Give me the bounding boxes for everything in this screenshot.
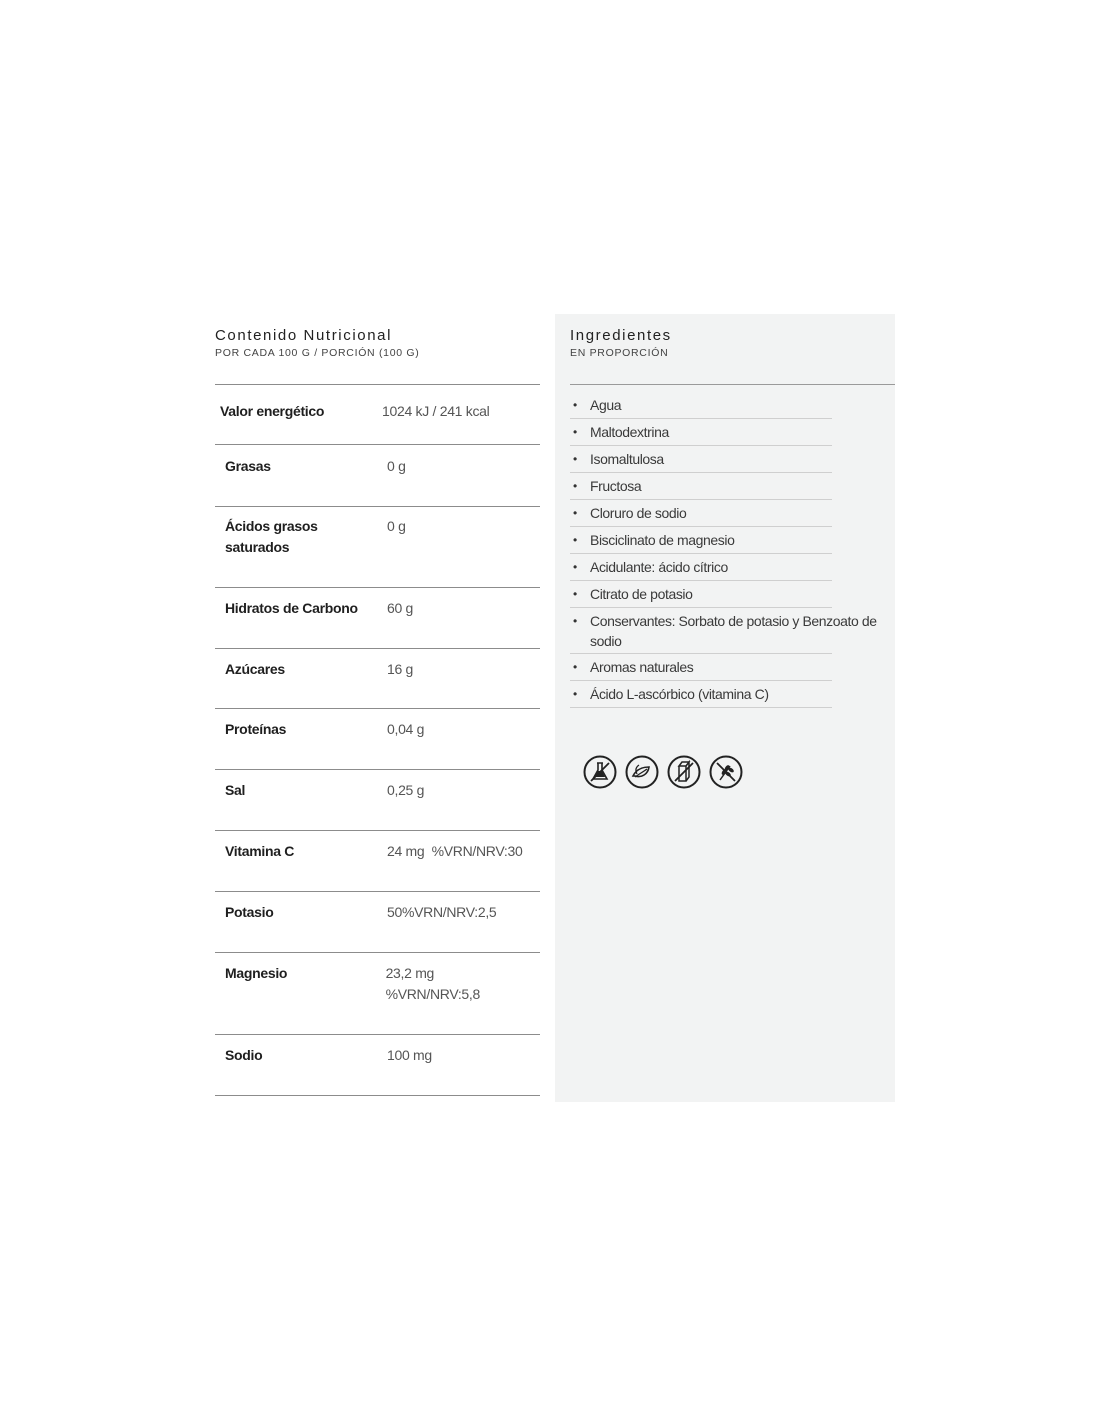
nutrient-value: 1024 kJ / 241 kcal: [382, 403, 490, 419]
nutrition-panel: [215, 326, 540, 1096]
nutrient-label: Valor energético: [220, 403, 325, 419]
table-row: [215, 831, 540, 892]
list-item: • Cloruro de sodio: [570, 500, 832, 527]
nutrient-value: 0,04 g: [387, 721, 425, 737]
nutrient-label: Grasas: [225, 458, 271, 474]
nutrient-label: Sodio: [225, 1047, 263, 1063]
list-item: • Aromas naturales: [570, 654, 832, 681]
nutrient-value: 0,25 g: [387, 782, 425, 798]
table-row: [215, 385, 540, 445]
table-row: [215, 588, 540, 649]
nutrient-label: Ácidos grasos saturados: [225, 518, 318, 555]
list-item: • Fructosa: [570, 473, 832, 500]
nutrient-label: Magnesio: [225, 965, 288, 981]
nutrient-value: 100 mg: [387, 1047, 432, 1063]
nutrient-value: 23,2 mg %VRN/NRV:5,8: [385, 965, 480, 1002]
nutrient-value: 16 g: [387, 661, 414, 677]
nutrition-subtitle: POR CADA 100 G / PORCIÓN (100 G): [215, 347, 420, 359]
ingredients-subtitle: EN PROPORCIÓN: [570, 347, 669, 359]
nutrient-value: 24 mg %VRN/NRV:30: [387, 843, 523, 859]
vegan-leaf-icon: [625, 755, 659, 789]
nutrient-value: 0 g: [387, 458, 406, 474]
list-item: • Conservantes: Sorbato de potasio y Benzoato de sodio: [570, 608, 890, 654]
table-row: [215, 770, 540, 831]
table-row: [215, 709, 540, 770]
nutrient-value: 0 g: [387, 518, 406, 534]
nutrient-label: Vitamina C: [225, 843, 295, 859]
table-row: [215, 445, 540, 507]
table-row: [215, 953, 540, 1035]
ingredients-title: Ingredientes: [570, 327, 672, 344]
list-item: • Agua: [570, 392, 832, 419]
no-additives-icon: [583, 755, 617, 789]
list-item: • Bisciclinato de magnesio: [570, 527, 832, 554]
gluten-free-icon: [709, 755, 743, 789]
nutrient-label: Sal: [225, 782, 246, 798]
ingredients-panel: [555, 314, 895, 1102]
nutrient-label: Hidratos de Carbono: [225, 600, 358, 616]
nutrition-title: Contenido Nutricional: [215, 327, 393, 344]
table-row: [215, 1035, 540, 1096]
list-item: • Acidulante: ácido cítrico: [570, 554, 832, 581]
ingredients-list: [555, 385, 895, 708]
nutrient-value: 50%VRN/NRV:2,5: [387, 904, 497, 920]
nutrient-value: 60 g: [387, 600, 414, 616]
lactose-free-icon: [667, 755, 701, 789]
list-item: • Citrato de potasio: [570, 581, 832, 608]
table-row: [215, 892, 540, 953]
table-row: [215, 649, 540, 709]
nutrient-label: Potasio: [225, 904, 274, 920]
list-item: • Isomaltulosa: [570, 446, 832, 473]
badge-icons: [583, 755, 743, 789]
list-item: • Maltodextrina: [570, 419, 832, 446]
nutrient-label: Azúcares: [225, 661, 285, 677]
table-row: [215, 507, 540, 588]
nutrient-label: Proteínas: [225, 721, 287, 737]
list-item: • Ácido L-ascórbico (vitamina C): [570, 681, 832, 708]
